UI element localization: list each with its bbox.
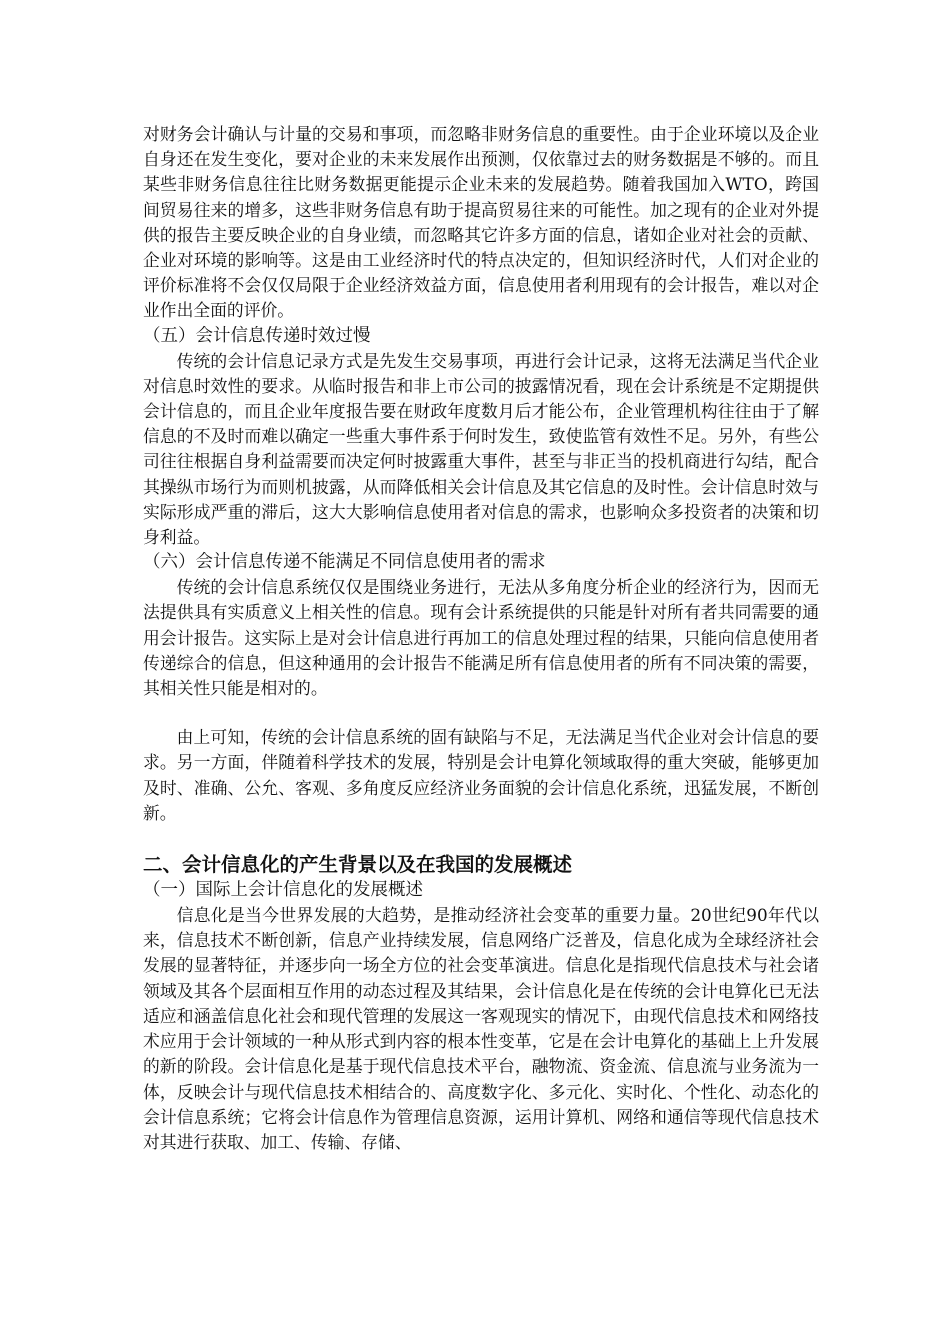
paragraph-informatization: 信息化是当今世界发展的大趋势，是推动经济社会变革的重要力量。20世纪90年代以来，信息技术不断创新，信息产业持续发展，信息网络广泛普及，信息化成为全球经济社会发展的显著特征，并逐步向一场全方位的社会变革演进。信息化是指现代信息技术与社会诸领域及其各个层面相互作用的动态过程及其结果，会计信息化是在传统的会计电算化已无法适应和涵盖信息化社会和现代管理的发展这一客观现实的情况下，由现代信息技术和网络技术应用于会计领域的一种从形式到内容的根本性变革，它是在会计电算化的基础上上升发展的新的阶段。会计信息化是基于现代信息技术平台，融物流、资金流、信息流与业务流为一体，反映会计与现代信息技术相结合的、高度数字化、多元化、实时化、个性化、动态化的会计信息系统；它将会计信息作为管理信息资源，运用计算机、网络和通信等现代信息技术对其进行获取、加工、传输、存储、: [143, 905, 819, 1152]
paragraph-spacer: [143, 701, 819, 725]
paragraph-summary: 由上可知，传统的会计信息系统的固有缺陷与不足，无法满足当代企业对会计信息的要求。另一方面，伴随着科学技术的发展，特别是会计电算化领域取得的重大突破，能够更加及时、准确、公允、客观、多角度反应经济业务面貌的会计信息化系统，迅猛发展，不断创新。: [143, 727, 819, 823]
paragraph-financial-info: 对财务会计确认与计量的交易和事项，而忽略非财务信息的重要性。由于企业环境以及企业自身还在发生变化，要对企业的未来发展作出预测，仅依靠过去的财务数据是不够的。而且某些非财务信息往往比财务数据更能提示企业未来的发展趋势。随着我国加入WTO，跨国间贸易往来的增多，这些非财务信息有助于提高贸易往来的可能性。加之现有的企业对外提供的报告主要反映企业的自身业绩，而忽略其它许多方面的信息，诸如企业对社会的贡献、企业对环境的影响等。这是由工业经济时代的特点决定的，但知识经济时代，人们对企业的评价标准将不会仅仅局限于企业经济效益方面，信息使用者利用现有的会计报告，难以对企业作出全面的评价。: [143, 124, 819, 321]
chapter-heading-2: 二、会计信息化的产生背景以及在我国的发展概述: [143, 853, 573, 877]
paragraph-spacer: [143, 826, 819, 852]
paragraph-timeliness: 传统的会计信息记录方式是先发生交易事项，再进行会计记录，这将无法满足当代企业对信息时效性的要求。从临时报告和非上市公司的披露情况看，现在会计系统是不定期提供会计信息的，而且企业年度报告要在财政年度数月后才能公布，企业管理机构往往由于了解信息的不及时而难以确定一些重大事件系于何时发生，致使监管有效性不足。另外，有些公司往往根据自身利益需要而决定何时披露重大事件，甚至与非正当的投机商进行勾结，配合其操纵市场行为而则机披露，从而降低相关会计信息及其它信息的及时性。会计信息时效与实际形成严重的滞后，这大大影响信息使用者对信息的需求，也影响众多投资者的决策和切身利益。: [143, 350, 819, 548]
document-page: [143, 122, 819, 1155]
section-heading-6: （六）会计信息传递不能满足不同信息使用者的需求: [143, 552, 546, 573]
paragraph-user-needs: 传统的会计信息系统仅仅是围绕业务进行，无法从多角度分析企业的经济行为，因而无法提供具有实质意义上相关性的信息。现有会计系统提供的只能是针对所有者共同需要的通用会计报告。这实际上是对会计信息进行再加工的信息处理过程的结果，只能向信息使用者传递综合的信息，但这种通用的会计报告不能满足所有信息使用者的所有不同决策的需要，其相关性只能是相对的。: [143, 577, 819, 699]
section-heading-international: （一）国际上会计信息化的发展概述: [143, 880, 423, 901]
section-heading-5: （五）会计信息传递时效过慢: [143, 325, 371, 346]
